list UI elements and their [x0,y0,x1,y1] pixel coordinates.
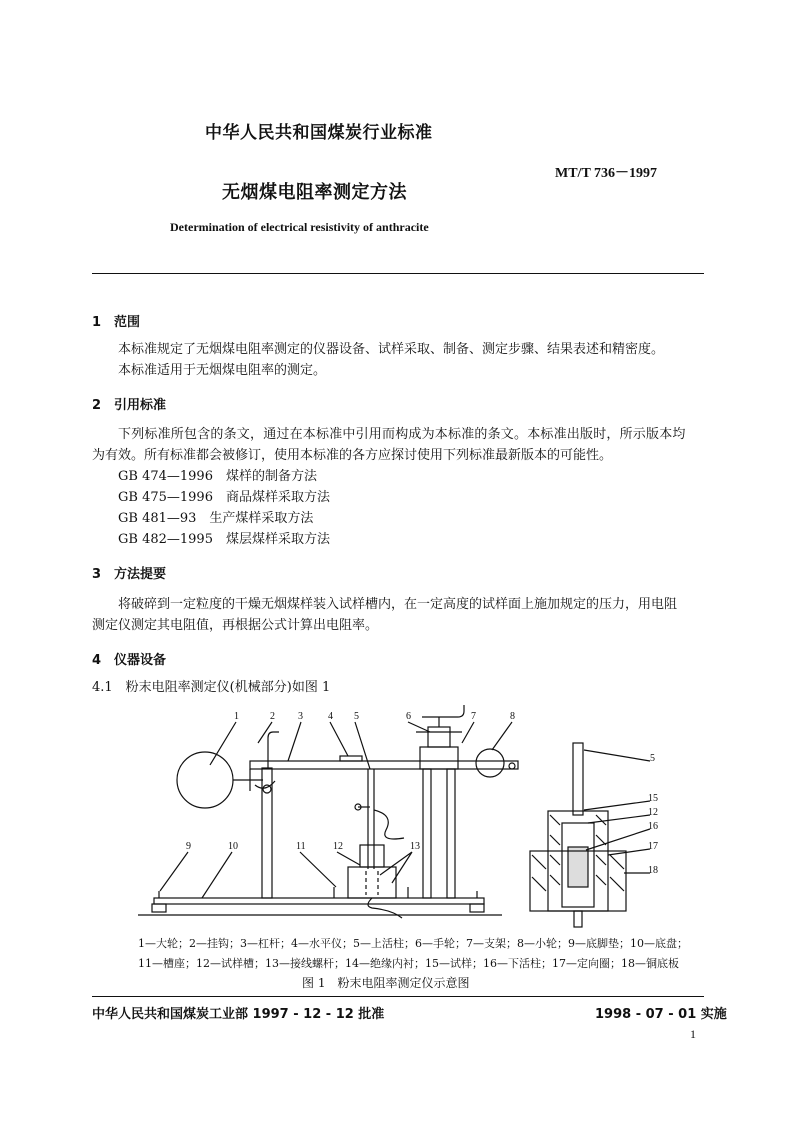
page-number: 1 [690,1027,696,1041]
svg-text:16: 16 [648,821,658,832]
reference-item: GB 481—93 生产煤样采取方法 [118,511,314,526]
figure-caption: 图 1 粉末电阻率测定仪示意图 [302,976,470,990]
svg-text:15: 15 [648,793,658,804]
issuing-body: 中华人民共和国煤炭行业标准 [205,123,433,143]
svg-text:5: 5 [650,753,655,764]
figure-1-apparatus-drawing [130,705,670,937]
section-4-title: 4 仪器设备 [92,653,167,668]
svg-text:6: 6 [406,711,411,722]
reference-item: GB 474—1996 煤样的制备方法 [118,469,317,484]
svg-text:1: 1 [234,711,239,722]
standard-number: MT/T 736－1997 [555,166,658,181]
section-1-para-2: 本标准适用于无烟煤电阻率的测定。 [118,363,327,378]
svg-text:4: 4 [328,711,333,722]
figure-legend-line-1: 1—大轮；2—挂钩；3—杠杆；4—水平仪；5—上活柱；6—手轮；7—支架；8—小轮；9—底脚垫；10—底盘； [138,937,688,950]
subsection-4-1: 4.1 粉末电阻率测定仪(机械部分)如图 1 [92,680,331,695]
approval-info: 中华人民共和国煤炭工业部 1997 - 12 - 12 批准 [92,1007,385,1022]
svg-text:2: 2 [270,711,275,722]
document-title: 无烟煤电阻率测定方法 [222,182,407,203]
svg-text:13: 13 [410,841,420,852]
svg-text:9: 9 [186,841,191,852]
svg-text:3: 3 [298,711,303,722]
section-2-para-line-2: 为有效。所有标准都会被修订，使用本标准的各方应探讨使用下列标准最新版本的可能性。 [92,448,613,463]
document-title-english: Determination of electrical resistivity of anthracite [170,220,429,234]
svg-text:12: 12 [333,841,343,852]
svg-text:12: 12 [648,807,658,818]
section-1-para-1: 本标准规定了无烟煤电阻率测定的仪器设备、试样采取、制备、测定步骤、结果表述和精密度。 [118,342,665,357]
svg-text:8: 8 [510,711,515,722]
reference-item: GB 482—1995 煤层煤样采取方法 [118,532,330,547]
figure-legend-line-2: 11—槽座；12—试样槽；13—接线螺杆；14—绝缘内衬；15—试样；16—下活柱；17—定向圈；18—铜底板 [138,957,679,970]
section-3-title: 3 方法提要 [92,567,167,582]
section-3-para-line-2: 测定仪测定其电阻值，再根据公式计算出电阻率。 [92,618,379,633]
svg-text:5: 5 [354,711,359,722]
svg-text:17: 17 [648,841,658,852]
reference-item: GB 475—1996 商品煤样采取方法 [118,490,330,505]
section-2-para-line-1: 下列标准所包含的条文，通过在本标准中引用而构成为本标准的条文。本标准出版时，所示版本均 [118,427,686,442]
svg-text:11: 11 [296,841,306,852]
section-2-title: 2 引用标准 [92,398,167,413]
svg-text:7: 7 [471,711,476,722]
svg-text:10: 10 [228,841,238,852]
header-rule [92,273,704,274]
section-1-title: 1 范围 [92,315,141,330]
svg-text:18: 18 [648,865,658,876]
implementation-date: 1998 - 07 - 01 实施 [595,1007,727,1022]
section-3-para-line-1: 将破碎到一定粒度的干燥无烟煤样装入试样槽内，在一定高度的试样面上施加规定的压力，用电阻 [118,597,678,612]
footer-rule [92,996,704,997]
